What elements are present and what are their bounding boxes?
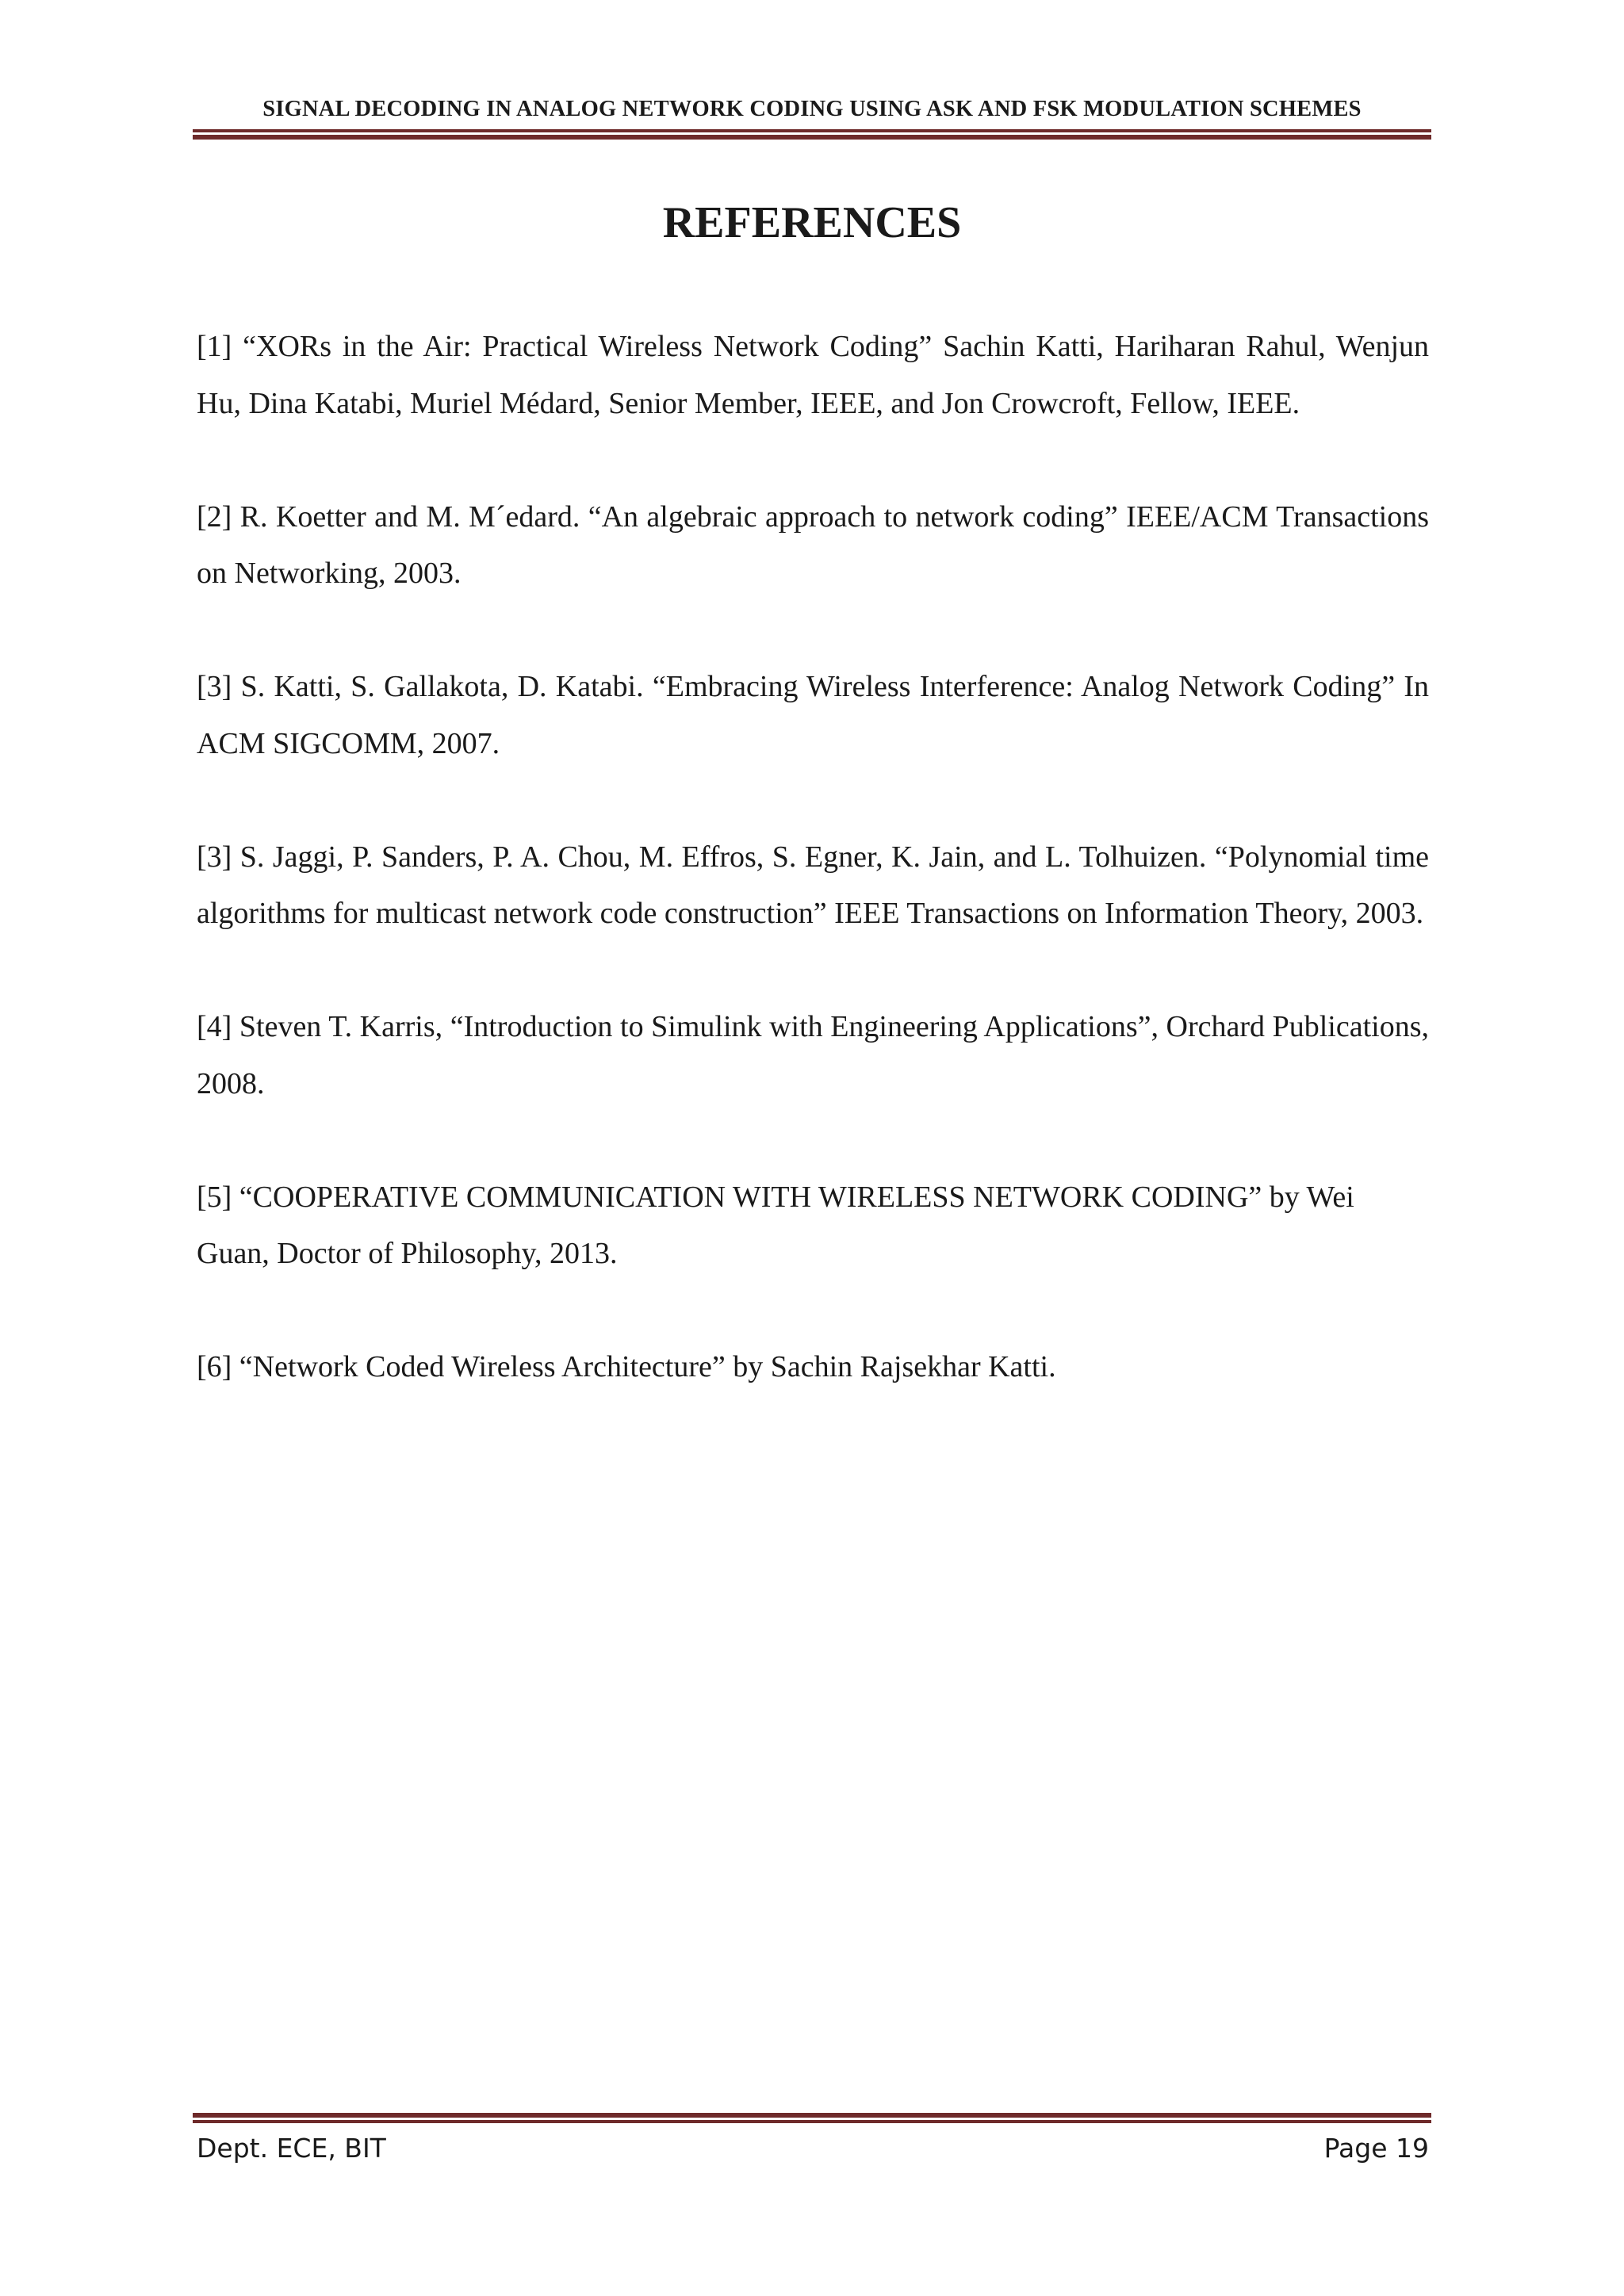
footer-page-number: Page 19 (1323, 2133, 1429, 2164)
reference-item: [3] S. Katti, S. Gallakota, D. Katabi. “Embracing Wireless Interference: Analog Network Coding” In ACM SIGCOMM, 2007. (197, 670, 1429, 760)
footer-department: Dept. ECE, BIT (197, 2133, 386, 2164)
footer-rule-thick (193, 2113, 1431, 2118)
reference-item: [3] S. Jaggi, P. Sanders, P. A. Chou, M. Effros, S. Egner, K. Jain, and L. Tolhuizen. “Polynomial time algorithms for multicast network code construction” IEEE Transactions on Information Theory, 2003. (197, 840, 1429, 930)
reference-item: [2] R. Koetter and M. M´edard. “An algebraic approach to network coding” IEEE/ACM Transactions on Networking, 2003. (197, 499, 1429, 590)
header-rule-thin (193, 129, 1431, 132)
reference-item: [5] “COOPERATIVE COMMUNICATION WITH WIRELESS NETWORK CODING” by Wei Guan, Doctor of Philosophy, 2013. (197, 1180, 1354, 1270)
page-title: REFERENCES (662, 198, 962, 247)
reference-list (197, 319, 1429, 1396)
footer-rule-thin (193, 2120, 1431, 2123)
footer-rule (193, 2113, 1431, 2124)
running-header: SIGNAL DECODING IN ANALOG NETWORK CODING USING ASK AND FSK MODULATION SCHEMES (262, 97, 1362, 121)
reference-item: [6] “Network Coded Wireless Architecture” by Sachin Rajsekhar Katti. (197, 1350, 1056, 1383)
header-rule (193, 129, 1431, 140)
reference-item: [4] Steven T. Karris, “Introduction to Simulink with Engineering Applications”, Orchard Publications, 2008. (197, 1010, 1429, 1100)
reference-item: [1] “XORs in the Air: Practical Wireless Network Coding” Sachin Katti, Hariharan Rahul, Wenjun Hu, Dina Katabi, Muriel Médard, Senior Member, IEEE, and Jon Crowcroft, Fellow, IEEE. (197, 330, 1429, 420)
header-rule-thick (193, 135, 1431, 140)
